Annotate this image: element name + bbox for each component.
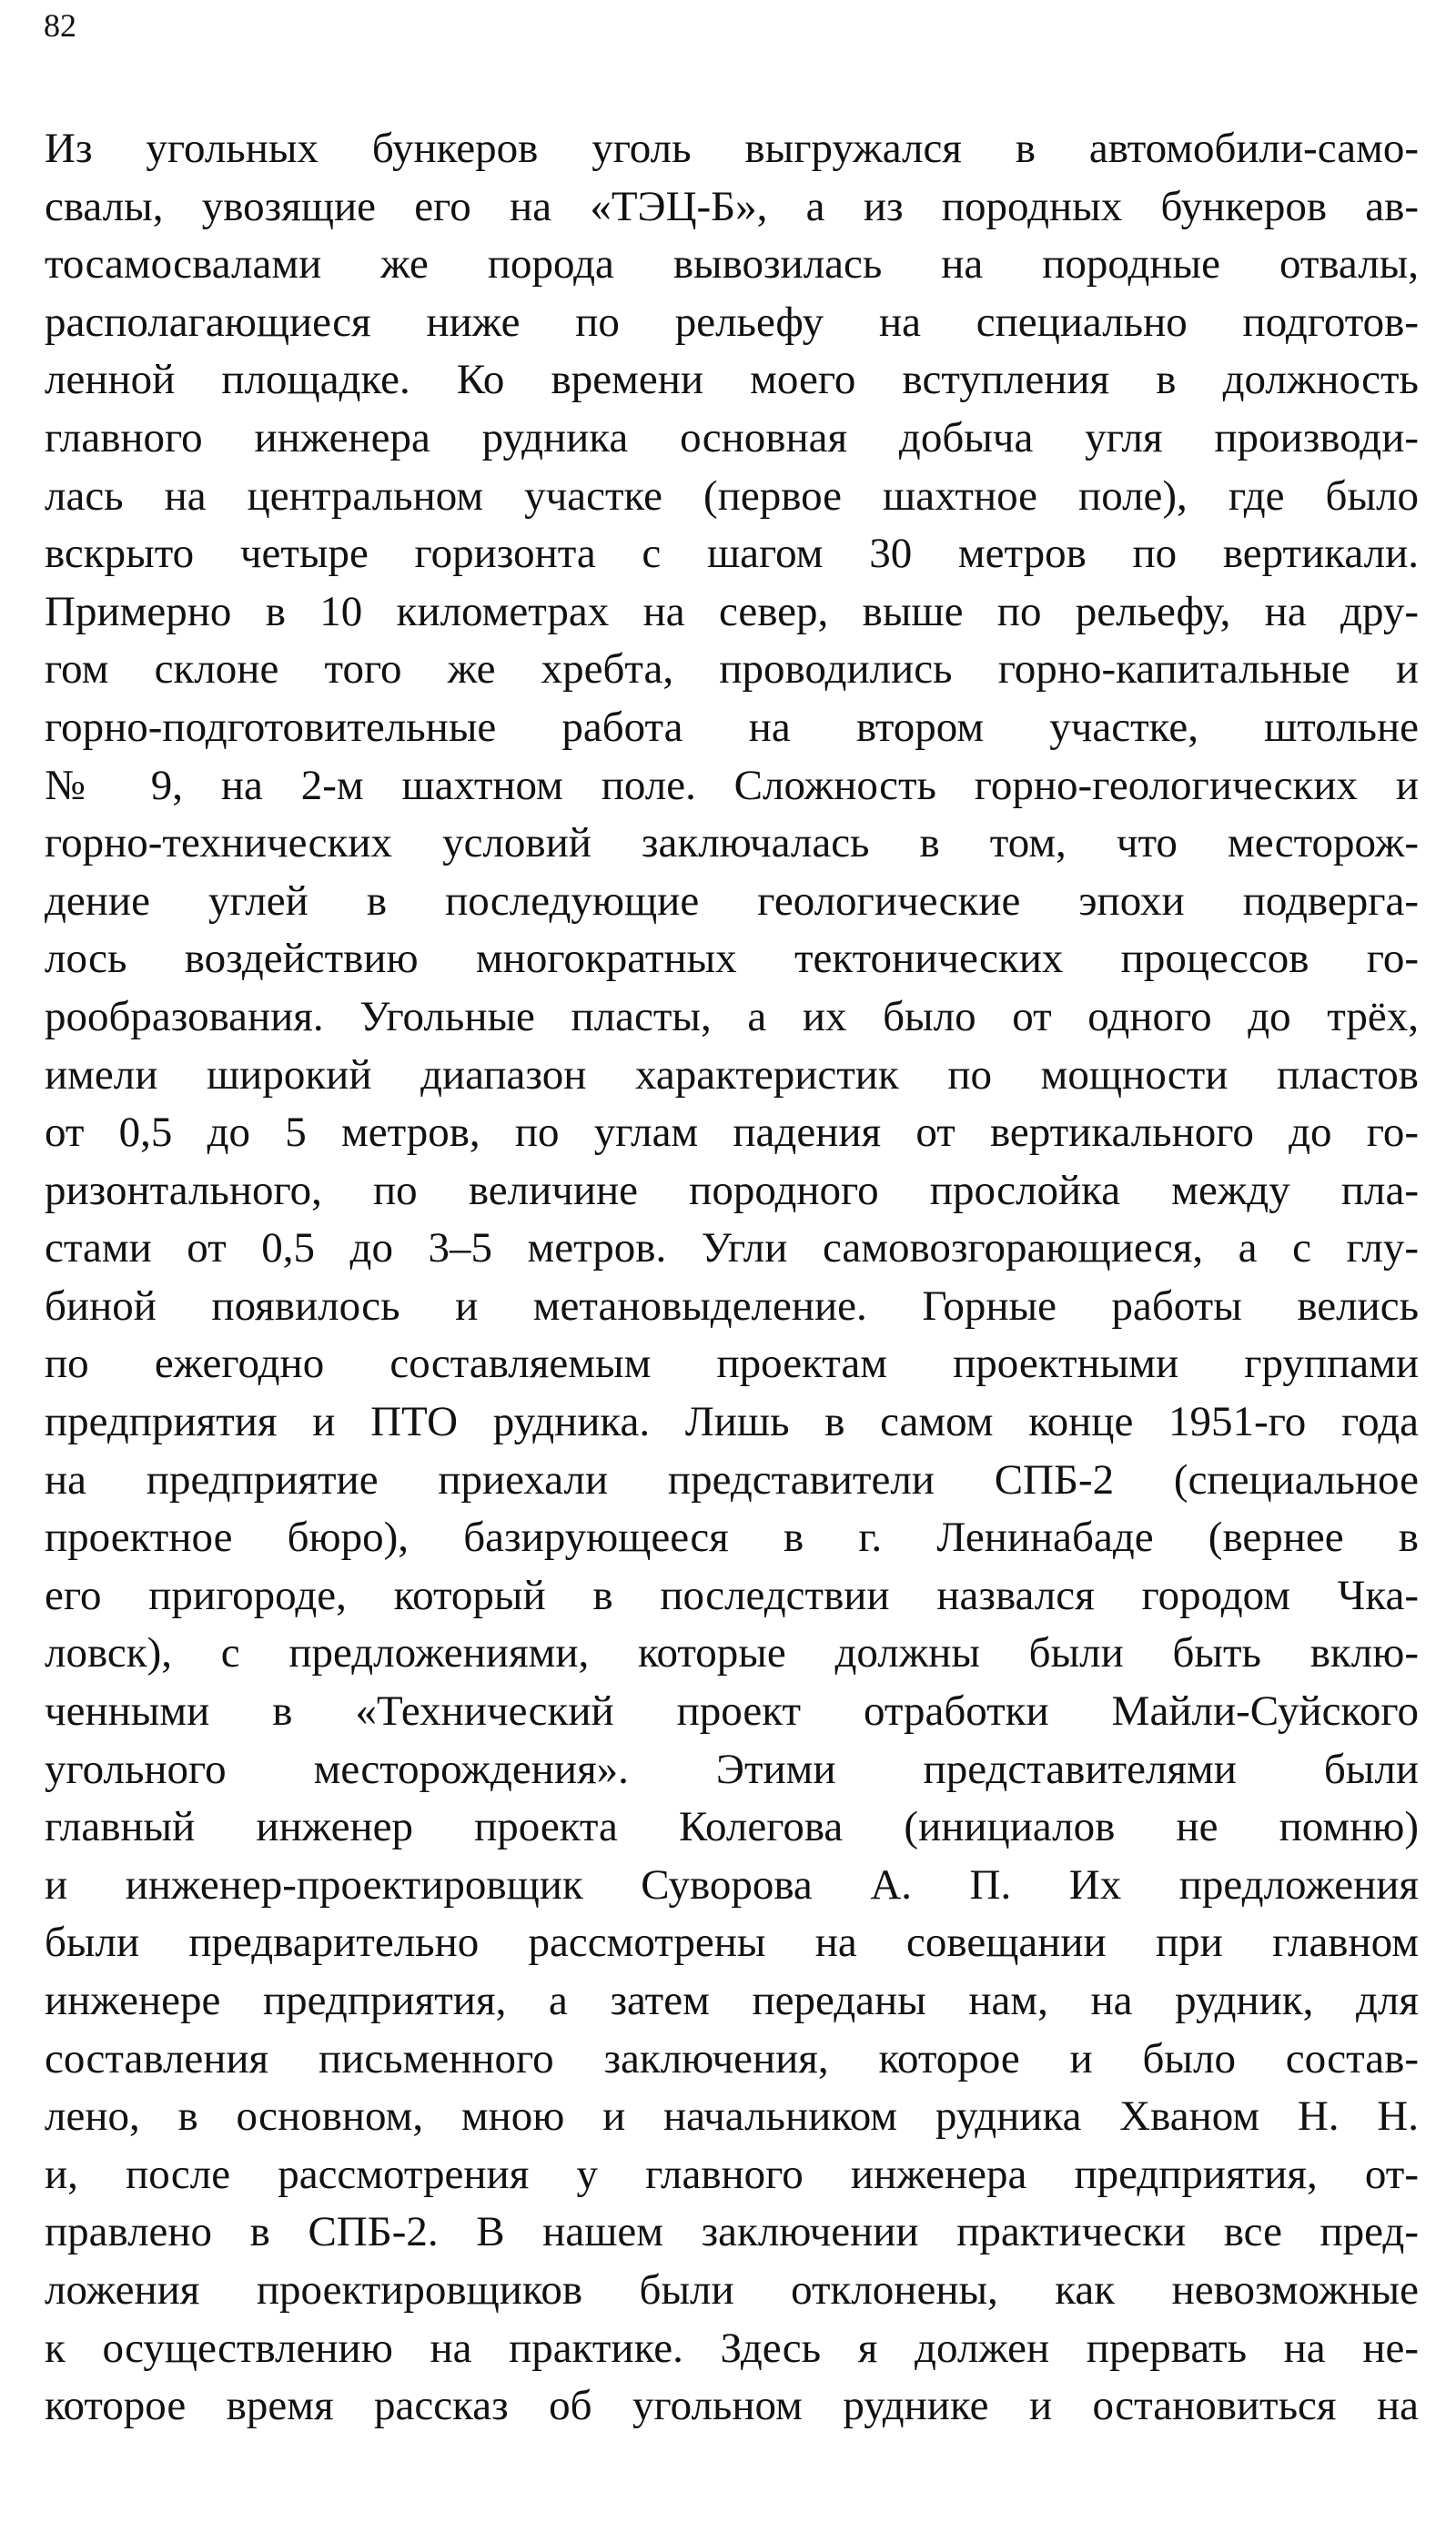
text-line: и, после рассмотрения у главного инженера предприятия, от- bbox=[45, 2150, 1419, 2198]
text-line: тосамосвалами же порода вывозилась на породные отвалы, bbox=[45, 240, 1419, 289]
text-line: свалы, увозящие его на «ТЭЦ-Б», а из породных бункеров ав- bbox=[45, 182, 1419, 230]
text-line: ложения проектировщиков были отклонены, как невозможные bbox=[45, 2265, 1419, 2314]
text-line: располагающиеся ниже по рельефу на специально подготов- bbox=[45, 298, 1419, 346]
text-line: № 9, на 2-м шахтном поле. Сложность горно-геологических и bbox=[45, 761, 1419, 809]
text-line: которое время рассказ об угольном руднике и остановиться на bbox=[45, 2382, 1419, 2430]
text-line: правлено в СПБ-2. В нашем заключении практически все пред- bbox=[45, 2208, 1419, 2256]
page-number: 82 bbox=[44, 7, 76, 44]
text-line: вскрыто четыре горизонта с шагом 30 метров по вертикали. bbox=[45, 530, 1419, 578]
text-line: гом склоне того же хребта, проводились горно-капитальные и bbox=[45, 645, 1419, 694]
text-line: к осуществлению на практике. Здесь я должен прервать на не- bbox=[45, 2324, 1419, 2372]
text-line: и инженер-проектировщик Суворова А. П. Их предложения bbox=[45, 1860, 1419, 1909]
text-line: биной появилось и метановыделение. Горные работы велись bbox=[45, 1282, 1419, 1330]
text-line: рообразования. Угольные пласты, а их было от одного до трёх, bbox=[45, 992, 1419, 1040]
text-line: предприятия и ПТО рудника. Лишь в самом конце 1951-го года bbox=[45, 1398, 1419, 1446]
text-line: инженере предприятия, а затем переданы нам, на рудник, для bbox=[45, 1977, 1419, 2024]
text-line: ловск), с предложениями, которые должны были быть вклю- bbox=[45, 1629, 1419, 1677]
text-line: Примерно в 10 километрах на север, выше по рельефу, на дру- bbox=[45, 587, 1419, 635]
text-line: главного инженера рудника основная добыча угля производи- bbox=[45, 413, 1419, 461]
text-line: лено, в основном, мною и начальником рудника Хваном Н. Н. bbox=[45, 2092, 1419, 2141]
text-line: его пригороде, который в последствии назвался городом Чка- bbox=[45, 1571, 1419, 1619]
text-line: от 0,5 до 5 метров, по углам падения от вертикального до го- bbox=[45, 1109, 1419, 1157]
text-line: были предварительно рассмотрены на совещании при главном bbox=[45, 1919, 1419, 1967]
text-line: Из угольных бункеров уголь выгружался в автомобили-само- bbox=[45, 125, 1419, 172]
text-line: дение углей в последующие геологические эпохи подверга- bbox=[45, 876, 1419, 925]
text-line: на предприятие приехали представители СПБ-2 (специальное bbox=[45, 1455, 1419, 1504]
text-line: имели широкий диапазон характеристик по мощности пластов bbox=[45, 1050, 1419, 1099]
text-line: составления письменного заключения, которое и было состав- bbox=[45, 2034, 1419, 2082]
text-line: угольного месторождения». Этими представителями были bbox=[45, 1745, 1419, 1793]
text-line: лось воздействию многократных тектонических процессов го- bbox=[45, 935, 1419, 983]
text-line: проектное бюро), базирующееся в г. Ленинабаде (вернее в bbox=[45, 1514, 1419, 1562]
text-line: ленной площадке. Ко времени моего вступления в должность bbox=[45, 356, 1419, 404]
text-line: горно-технических условий заключалась в том, что месторож- bbox=[45, 819, 1419, 867]
text-line: горно-подготовительные работа на втором участке, штольне bbox=[45, 703, 1419, 751]
text-line: стами от 0,5 до 3–5 метров. Угли самовозгорающиеся, а с глу- bbox=[45, 1224, 1419, 1272]
text-line: главный инженер проекта Колегова (инициалов не помню) bbox=[45, 1803, 1419, 1851]
body-text bbox=[45, 120, 1419, 2436]
text-line: ризонтального, по величине породного прослойка между пла- bbox=[45, 1166, 1419, 1214]
text-line: ченными в «Технический проект отработки Майли-Суйского bbox=[45, 1687, 1419, 1736]
text-line: по ежегодно составляемым проектам проектными группами bbox=[45, 1340, 1419, 1388]
text-line: лась на центральном участке (первое шахтное поле), где было bbox=[45, 471, 1419, 520]
